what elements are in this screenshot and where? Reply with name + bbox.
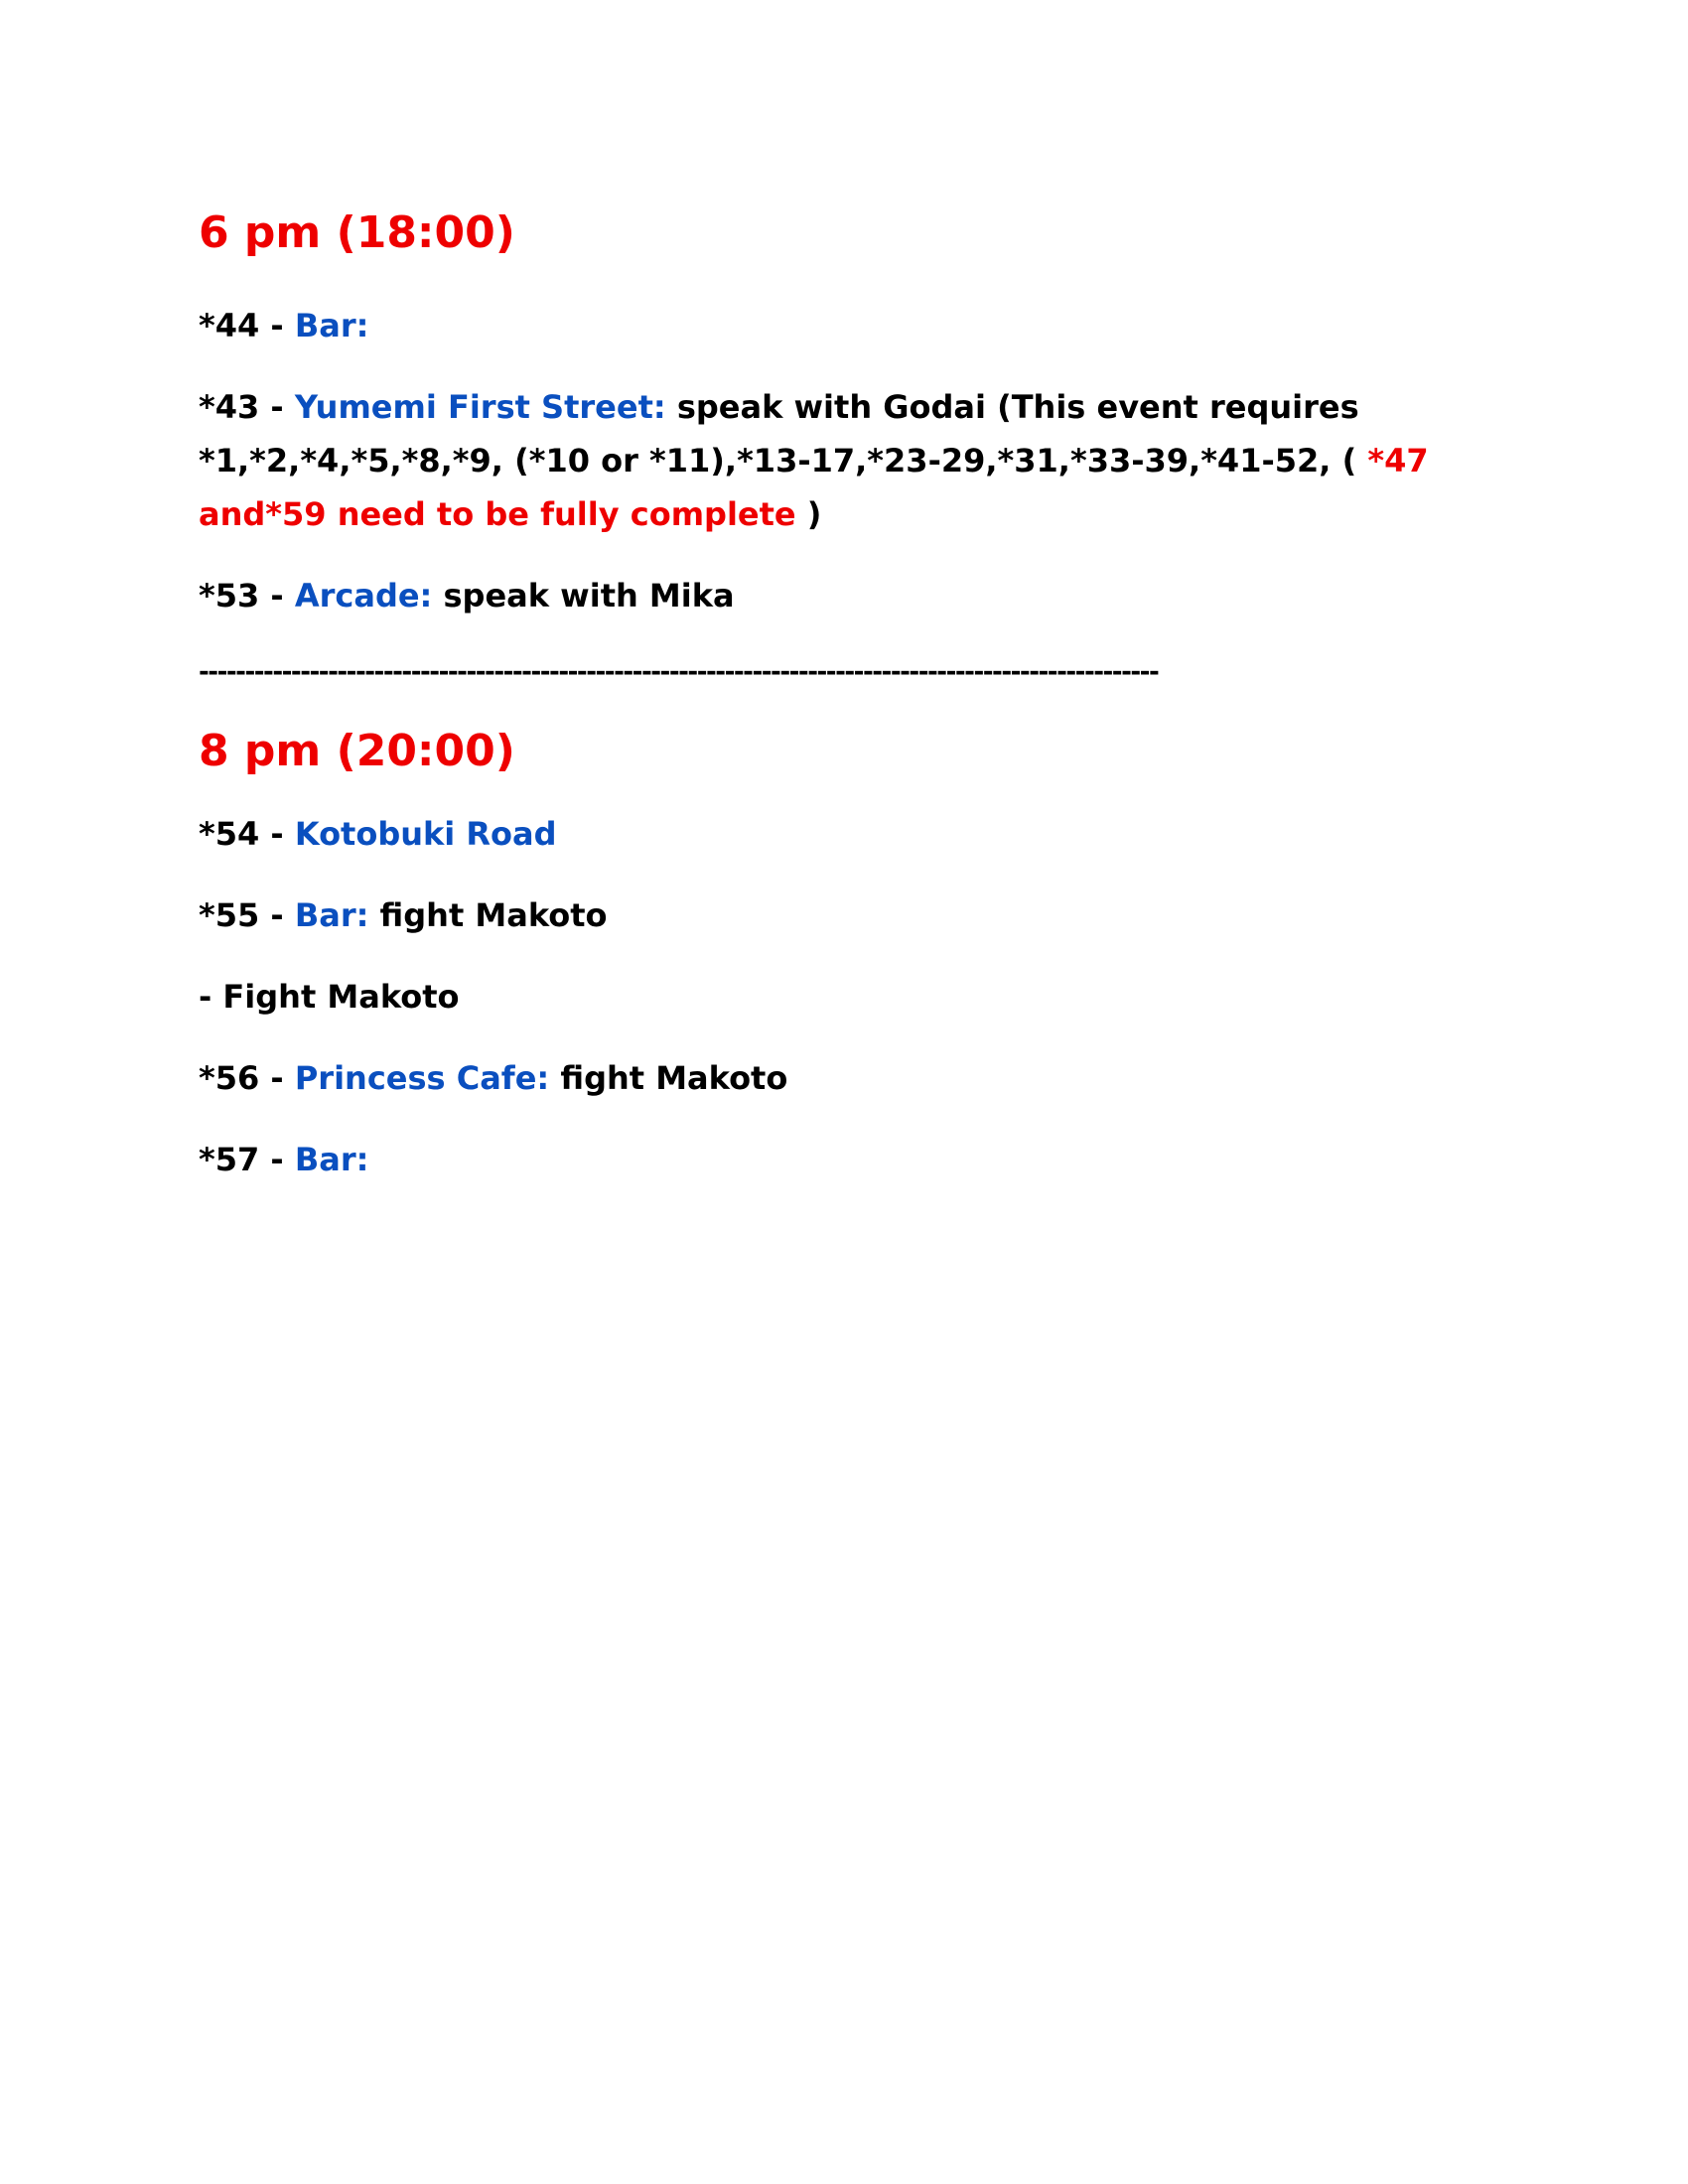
event-43 <box>199 380 1489 541</box>
event-description: fight Makoto <box>549 1059 788 1097</box>
event-44 <box>199 299 1489 352</box>
event-location: Kotobuki Road <box>294 815 557 853</box>
event-number: *43 - <box>199 388 295 426</box>
event-number: *44 - <box>199 307 295 344</box>
event-number: *56 - <box>199 1059 295 1097</box>
event-54 <box>199 807 1489 861</box>
event-requirement-warning: *47 and*59 need to be fully complete <box>199 442 1429 533</box>
event-location: Bar: <box>294 896 369 934</box>
event-description-end: ) <box>795 495 822 533</box>
event-location: Bar: <box>294 1141 369 1178</box>
event-description: fight Makoto <box>368 896 608 934</box>
event-number: *55 - <box>199 896 295 934</box>
event-location: Arcade: <box>294 577 433 614</box>
event-description: speak with Mika <box>432 577 735 614</box>
section-separator: -------------------------------------------------------------------------------------------------------- <box>199 657 1159 687</box>
event-53 <box>199 569 1489 622</box>
document-page <box>199 199 1489 1186</box>
event-description: speak with Godai (This event requires *1,*2,*4,*5,*8,*9, (*10 or *11),*13-17,*23-29,*31,*33-39,*41-52, ( <box>199 388 1368 479</box>
section-heading-6pm: 6 pm (18:00) <box>199 207 515 258</box>
event-number: *54 - <box>199 815 295 853</box>
event-number: *57 - <box>199 1141 295 1178</box>
event-57 <box>199 1133 1489 1186</box>
event-location: Princess Cafe: <box>294 1059 550 1097</box>
event-55 <box>199 888 1489 942</box>
section-heading-8pm: 8 pm (20:00) <box>199 726 515 776</box>
event-number: *53 - <box>199 577 295 614</box>
event-56 <box>199 1051 1489 1105</box>
event-location: Bar: <box>294 307 369 344</box>
event-location: Yumemi First Street: <box>294 388 666 426</box>
fight-makoto-note: - Fight Makoto <box>199 978 460 1016</box>
